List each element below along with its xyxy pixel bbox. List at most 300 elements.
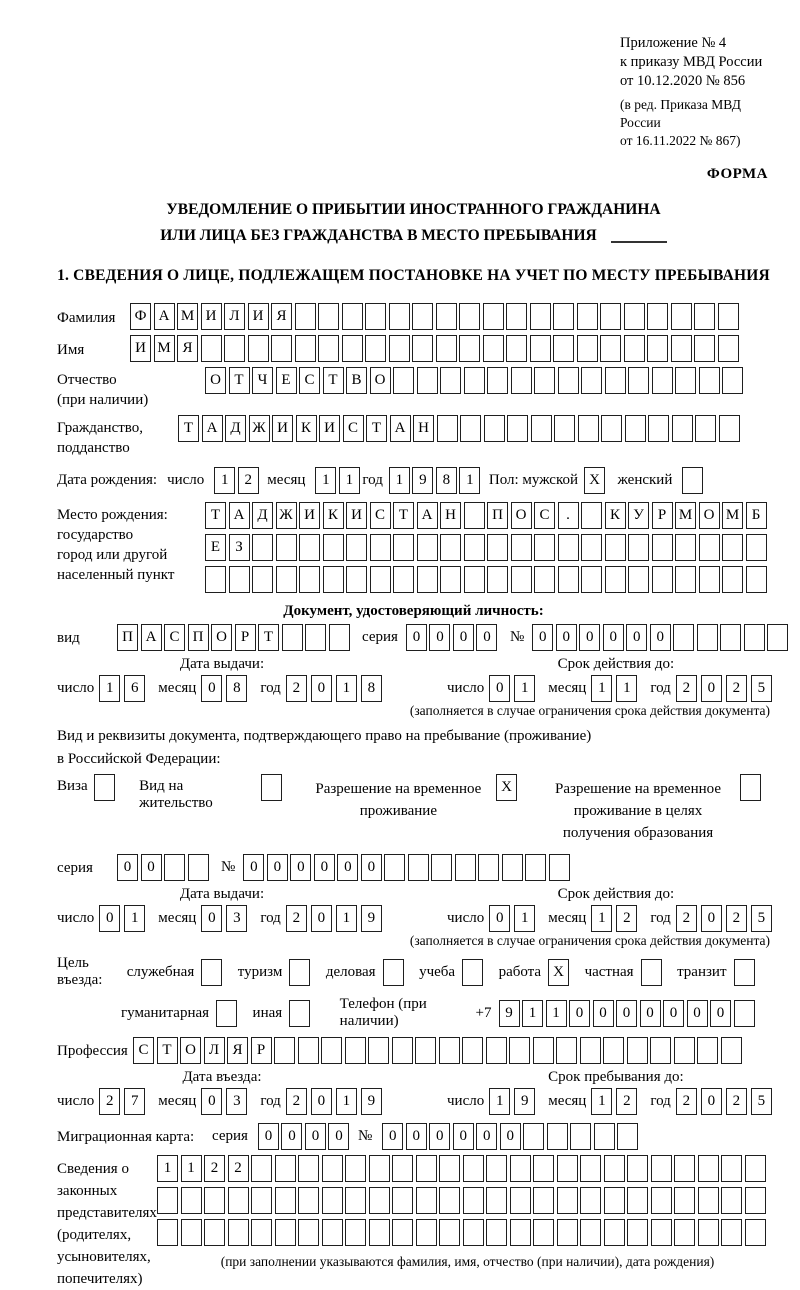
char-cell[interactable]: М <box>154 335 175 362</box>
char-cell[interactable]: П <box>487 502 508 529</box>
char-cell[interactable] <box>698 1155 719 1182</box>
char-cell[interactable]: М <box>722 502 743 529</box>
char-cell[interactable]: О <box>511 502 532 529</box>
char-cell[interactable] <box>323 566 344 593</box>
char-cell[interactable] <box>577 335 598 362</box>
char-cell[interactable]: 2 <box>676 1088 697 1115</box>
char-cell[interactable]: 0 <box>117 854 138 881</box>
char-cell[interactable]: 9 <box>361 1088 382 1115</box>
char-cell[interactable]: X <box>496 774 517 801</box>
char-cell[interactable] <box>345 1155 366 1182</box>
char-cell[interactable]: А <box>417 502 438 529</box>
char-cell[interactable] <box>600 335 621 362</box>
char-cell[interactable] <box>533 1037 554 1064</box>
char-cell[interactable] <box>460 415 481 442</box>
char-cell[interactable] <box>558 534 579 561</box>
char-cell[interactable]: 1 <box>514 905 535 932</box>
char-cell[interactable] <box>720 624 741 651</box>
char-cell[interactable] <box>298 1155 319 1182</box>
char-cell[interactable] <box>534 367 555 394</box>
char-cell[interactable] <box>627 1187 648 1214</box>
char-cell[interactable] <box>624 303 645 330</box>
char-cell[interactable]: Т <box>229 367 250 394</box>
char-cell[interactable]: 5 <box>751 675 772 702</box>
char-cell[interactable] <box>464 534 485 561</box>
char-cell[interactable] <box>604 1155 625 1182</box>
char-cell[interactable]: 1 <box>514 675 535 702</box>
char-cell[interactable] <box>581 534 602 561</box>
char-cell[interactable] <box>323 534 344 561</box>
char-cell[interactable] <box>275 1219 296 1246</box>
char-cell[interactable]: 0 <box>311 675 332 702</box>
char-cell[interactable] <box>675 367 696 394</box>
char-cell[interactable]: 0 <box>453 1123 474 1150</box>
char-cell[interactable] <box>697 1037 718 1064</box>
char-cell[interactable] <box>671 303 692 330</box>
char-cell[interactable]: 3 <box>226 905 247 932</box>
char-cell[interactable] <box>651 1187 672 1214</box>
char-cell[interactable] <box>439 1155 460 1182</box>
char-cell[interactable]: 0 <box>532 624 553 651</box>
char-cell[interactable] <box>416 1219 437 1246</box>
char-cell[interactable] <box>648 415 669 442</box>
char-cell[interactable]: 0 <box>361 854 382 881</box>
char-cell[interactable] <box>511 367 532 394</box>
char-cell[interactable]: 0 <box>429 624 450 651</box>
char-cell[interactable]: 0 <box>201 675 222 702</box>
char-cell[interactable]: П <box>188 624 209 651</box>
char-cell[interactable] <box>672 415 693 442</box>
char-cell[interactable] <box>440 367 461 394</box>
char-cell[interactable]: С <box>343 415 364 442</box>
char-cell[interactable] <box>487 367 508 394</box>
char-cell[interactable]: 1 <box>315 467 336 494</box>
char-cell[interactable] <box>486 1187 507 1214</box>
char-cell[interactable] <box>416 1187 437 1214</box>
char-cell[interactable]: Л <box>224 303 245 330</box>
char-cell[interactable] <box>605 566 626 593</box>
char-cell[interactable]: 1 <box>459 467 480 494</box>
char-cell[interactable] <box>436 303 457 330</box>
char-cell[interactable] <box>533 1219 554 1246</box>
char-cell[interactable]: 0 <box>489 905 510 932</box>
char-cell[interactable]: 5 <box>751 1088 772 1115</box>
char-cell[interactable]: У <box>628 502 649 529</box>
char-cell[interactable]: 0 <box>476 624 497 651</box>
char-cell[interactable] <box>695 415 716 442</box>
char-cell[interactable]: Р <box>251 1037 272 1064</box>
char-cell[interactable] <box>276 566 297 593</box>
char-cell[interactable]: Ч <box>252 367 273 394</box>
char-cell[interactable]: 9 <box>412 467 433 494</box>
char-cell[interactable]: 2 <box>726 905 747 932</box>
char-cell[interactable]: 0 <box>687 1000 708 1027</box>
char-cell[interactable] <box>229 566 250 593</box>
char-cell[interactable]: 2 <box>286 675 307 702</box>
char-cell[interactable] <box>369 1219 390 1246</box>
char-cell[interactable] <box>506 303 527 330</box>
char-cell[interactable]: Я <box>227 1037 248 1064</box>
char-cell[interactable]: 9 <box>361 905 382 932</box>
char-cell[interactable]: В <box>346 367 367 394</box>
char-cell[interactable]: 1 <box>489 1088 510 1115</box>
char-cell[interactable] <box>392 1187 413 1214</box>
char-cell[interactable] <box>440 566 461 593</box>
char-cell[interactable] <box>718 335 739 362</box>
char-cell[interactable] <box>393 367 414 394</box>
char-cell[interactable]: Л <box>204 1037 225 1064</box>
char-cell[interactable]: 0 <box>201 905 222 932</box>
char-cell[interactable] <box>511 534 532 561</box>
char-cell[interactable]: 1 <box>591 675 612 702</box>
char-cell[interactable]: Б <box>746 502 767 529</box>
char-cell[interactable] <box>412 303 433 330</box>
char-cell[interactable]: Ф <box>130 303 151 330</box>
char-cell[interactable] <box>463 1155 484 1182</box>
char-cell[interactable] <box>275 1187 296 1214</box>
char-cell[interactable] <box>393 566 414 593</box>
char-cell[interactable]: 1 <box>336 675 357 702</box>
char-cell[interactable] <box>745 1219 766 1246</box>
char-cell[interactable] <box>722 367 743 394</box>
char-cell[interactable] <box>605 367 626 394</box>
char-cell[interactable] <box>698 1187 719 1214</box>
char-cell[interactable] <box>744 624 765 651</box>
char-cell[interactable] <box>201 335 222 362</box>
char-cell[interactable] <box>486 1219 507 1246</box>
char-cell[interactable] <box>464 502 485 529</box>
char-cell[interactable] <box>627 1037 648 1064</box>
char-cell[interactable] <box>533 1155 554 1182</box>
char-cell[interactable]: 8 <box>361 675 382 702</box>
char-cell[interactable] <box>699 367 720 394</box>
char-cell[interactable]: Д <box>252 502 273 529</box>
char-cell[interactable]: 0 <box>453 624 474 651</box>
char-cell[interactable] <box>318 303 339 330</box>
char-cell[interactable] <box>719 415 740 442</box>
char-cell[interactable] <box>342 303 363 330</box>
char-cell[interactable] <box>694 303 715 330</box>
char-cell[interactable] <box>204 1219 225 1246</box>
char-cell[interactable] <box>94 774 115 801</box>
char-cell[interactable] <box>439 1219 460 1246</box>
char-cell[interactable] <box>282 624 303 651</box>
char-cell[interactable] <box>553 335 574 362</box>
char-cell[interactable] <box>699 566 720 593</box>
char-cell[interactable]: 8 <box>436 467 457 494</box>
char-cell[interactable] <box>368 1037 389 1064</box>
char-cell[interactable]: Я <box>177 335 198 362</box>
char-cell[interactable]: Т <box>178 415 199 442</box>
char-cell[interactable] <box>510 1155 531 1182</box>
char-cell[interactable]: 0 <box>406 1123 427 1150</box>
char-cell[interactable] <box>417 367 438 394</box>
char-cell[interactable] <box>216 1000 237 1027</box>
char-cell[interactable] <box>641 959 662 986</box>
char-cell[interactable] <box>721 1037 742 1064</box>
char-cell[interactable] <box>674 1037 695 1064</box>
char-cell[interactable]: 1 <box>616 675 637 702</box>
char-cell[interactable]: 1 <box>181 1155 202 1182</box>
char-cell[interactable] <box>201 959 222 986</box>
char-cell[interactable] <box>464 566 485 593</box>
char-cell[interactable]: Т <box>366 415 387 442</box>
char-cell[interactable] <box>298 1187 319 1214</box>
char-cell[interactable] <box>651 1155 672 1182</box>
char-cell[interactable] <box>604 1187 625 1214</box>
char-cell[interactable]: С <box>370 502 391 529</box>
char-cell[interactable] <box>275 1155 296 1182</box>
char-cell[interactable] <box>389 335 410 362</box>
char-cell[interactable] <box>181 1187 202 1214</box>
char-cell[interactable] <box>570 1123 591 1150</box>
char-cell[interactable] <box>603 1037 624 1064</box>
char-cell[interactable]: 1 <box>522 1000 543 1027</box>
char-cell[interactable] <box>557 1219 578 1246</box>
char-cell[interactable]: 1 <box>124 905 145 932</box>
char-cell[interactable] <box>578 415 599 442</box>
char-cell[interactable]: Н <box>413 415 434 442</box>
char-cell[interactable]: 1 <box>389 467 410 494</box>
char-cell[interactable]: 0 <box>141 854 162 881</box>
char-cell[interactable] <box>617 1123 638 1150</box>
char-cell[interactable] <box>530 303 551 330</box>
char-cell[interactable] <box>329 624 350 651</box>
char-cell[interactable]: 0 <box>556 624 577 651</box>
char-cell[interactable] <box>627 1155 648 1182</box>
char-cell[interactable]: 2 <box>726 675 747 702</box>
char-cell[interactable] <box>392 1037 413 1064</box>
char-cell[interactable] <box>408 854 429 881</box>
char-cell[interactable] <box>581 566 602 593</box>
char-cell[interactable] <box>305 624 326 651</box>
char-cell[interactable] <box>647 335 668 362</box>
char-cell[interactable] <box>674 1155 695 1182</box>
char-cell[interactable]: И <box>201 303 222 330</box>
char-cell[interactable] <box>346 534 367 561</box>
char-cell[interactable] <box>745 1187 766 1214</box>
char-cell[interactable] <box>628 367 649 394</box>
char-cell[interactable] <box>464 367 485 394</box>
char-cell[interactable] <box>604 1219 625 1246</box>
char-cell[interactable] <box>502 854 523 881</box>
char-cell[interactable]: С <box>299 367 320 394</box>
char-cell[interactable] <box>416 1155 437 1182</box>
char-cell[interactable]: 0 <box>603 624 624 651</box>
char-cell[interactable] <box>553 303 574 330</box>
char-cell[interactable]: 0 <box>701 905 722 932</box>
char-cell[interactable] <box>321 1037 342 1064</box>
char-cell[interactable]: П <box>117 624 138 651</box>
char-cell[interactable]: 0 <box>406 624 427 651</box>
char-cell[interactable]: 0 <box>579 624 600 651</box>
char-cell[interactable]: 0 <box>382 1123 403 1150</box>
char-cell[interactable]: 0 <box>640 1000 661 1027</box>
char-cell[interactable] <box>392 1155 413 1182</box>
char-cell[interactable] <box>557 1155 578 1182</box>
char-cell[interactable]: Т <box>258 624 279 651</box>
char-cell[interactable]: 2 <box>286 905 307 932</box>
char-cell[interactable] <box>345 1187 366 1214</box>
char-cell[interactable]: 0 <box>476 1123 497 1150</box>
char-cell[interactable] <box>580 1037 601 1064</box>
char-cell[interactable] <box>534 566 555 593</box>
char-cell[interactable] <box>647 303 668 330</box>
char-cell[interactable]: 0 <box>201 1088 222 1115</box>
char-cell[interactable] <box>322 1187 343 1214</box>
char-cell[interactable]: 0 <box>710 1000 731 1027</box>
char-cell[interactable]: 2 <box>616 1088 637 1115</box>
char-cell[interactable] <box>652 534 673 561</box>
char-cell[interactable] <box>384 854 405 881</box>
char-cell[interactable]: 0 <box>429 1123 450 1150</box>
char-cell[interactable]: С <box>534 502 555 529</box>
char-cell[interactable] <box>721 1219 742 1246</box>
char-cell[interactable]: 2 <box>204 1155 225 1182</box>
char-cell[interactable] <box>650 1037 671 1064</box>
char-cell[interactable] <box>271 335 292 362</box>
char-cell[interactable] <box>251 1219 272 1246</box>
char-cell[interactable] <box>224 335 245 362</box>
char-cell[interactable]: Ж <box>249 415 270 442</box>
char-cell[interactable] <box>682 467 703 494</box>
char-cell[interactable]: X <box>548 959 569 986</box>
char-cell[interactable] <box>299 566 320 593</box>
char-cell[interactable]: 0 <box>281 1123 302 1150</box>
char-cell[interactable] <box>652 367 673 394</box>
char-cell[interactable] <box>248 335 269 362</box>
char-cell[interactable] <box>459 335 480 362</box>
char-cell[interactable] <box>530 335 551 362</box>
char-cell[interactable] <box>440 534 461 561</box>
char-cell[interactable]: 9 <box>499 1000 520 1027</box>
char-cell[interactable]: И <box>346 502 367 529</box>
char-cell[interactable]: О <box>211 624 232 651</box>
char-cell[interactable] <box>600 303 621 330</box>
char-cell[interactable]: И <box>319 415 340 442</box>
char-cell[interactable]: 1 <box>157 1155 178 1182</box>
char-cell[interactable] <box>651 1219 672 1246</box>
char-cell[interactable] <box>628 566 649 593</box>
char-cell[interactable] <box>463 1219 484 1246</box>
char-cell[interactable] <box>722 566 743 593</box>
char-cell[interactable]: 2 <box>616 905 637 932</box>
char-cell[interactable] <box>188 854 209 881</box>
char-cell[interactable] <box>673 624 694 651</box>
char-cell[interactable] <box>261 774 282 801</box>
char-cell[interactable] <box>556 1037 577 1064</box>
char-cell[interactable] <box>534 534 555 561</box>
char-cell[interactable]: 2 <box>286 1088 307 1115</box>
char-cell[interactable]: Р <box>652 502 673 529</box>
char-cell[interactable]: 2 <box>726 1088 747 1115</box>
char-cell[interactable]: 0 <box>311 905 332 932</box>
char-cell[interactable] <box>346 566 367 593</box>
char-cell[interactable] <box>558 367 579 394</box>
char-cell[interactable]: 1 <box>546 1000 567 1027</box>
char-cell[interactable] <box>694 335 715 362</box>
char-cell[interactable]: 5 <box>751 905 772 932</box>
char-cell[interactable] <box>251 1187 272 1214</box>
char-cell[interactable] <box>251 1155 272 1182</box>
char-cell[interactable]: С <box>164 624 185 651</box>
char-cell[interactable]: 0 <box>701 1088 722 1115</box>
char-cell[interactable] <box>415 1037 436 1064</box>
char-cell[interactable] <box>417 534 438 561</box>
char-cell[interactable]: А <box>229 502 250 529</box>
char-cell[interactable] <box>767 624 788 651</box>
char-cell[interactable]: К <box>296 415 317 442</box>
char-cell[interactable] <box>577 303 598 330</box>
char-cell[interactable]: О <box>180 1037 201 1064</box>
char-cell[interactable]: 0 <box>290 854 311 881</box>
char-cell[interactable] <box>298 1219 319 1246</box>
char-cell[interactable] <box>252 566 273 593</box>
char-cell[interactable]: М <box>177 303 198 330</box>
char-cell[interactable]: Е <box>205 534 226 561</box>
char-cell[interactable] <box>478 854 499 881</box>
char-cell[interactable]: О <box>699 502 720 529</box>
char-cell[interactable] <box>554 415 575 442</box>
char-cell[interactable]: 2 <box>238 467 259 494</box>
char-cell[interactable] <box>276 534 297 561</box>
char-cell[interactable]: 0 <box>99 905 120 932</box>
char-cell[interactable]: 0 <box>650 624 671 651</box>
char-cell[interactable] <box>431 854 452 881</box>
char-cell[interactable]: Т <box>323 367 344 394</box>
char-cell[interactable] <box>322 1219 343 1246</box>
char-cell[interactable] <box>624 335 645 362</box>
char-cell[interactable] <box>157 1187 178 1214</box>
char-cell[interactable] <box>455 854 476 881</box>
char-cell[interactable] <box>581 502 602 529</box>
char-cell[interactable] <box>580 1155 601 1182</box>
char-cell[interactable] <box>298 1037 319 1064</box>
char-cell[interactable] <box>699 534 720 561</box>
char-cell[interactable]: 2 <box>676 675 697 702</box>
char-cell[interactable] <box>393 534 414 561</box>
char-cell[interactable] <box>228 1187 249 1214</box>
char-cell[interactable] <box>289 959 310 986</box>
char-cell[interactable] <box>487 566 508 593</box>
char-cell[interactable] <box>601 415 622 442</box>
char-cell[interactable] <box>675 566 696 593</box>
char-cell[interactable]: 0 <box>626 624 647 651</box>
char-cell[interactable] <box>436 335 457 362</box>
char-cell[interactable]: 2 <box>676 905 697 932</box>
char-cell[interactable] <box>594 1123 615 1150</box>
char-cell[interactable]: Т <box>393 502 414 529</box>
char-cell[interactable]: 3 <box>226 1088 247 1115</box>
char-cell[interactable] <box>580 1219 601 1246</box>
char-cell[interactable] <box>157 1219 178 1246</box>
char-cell[interactable]: 0 <box>258 1123 279 1150</box>
char-cell[interactable]: 1 <box>99 675 120 702</box>
char-cell[interactable]: И <box>299 502 320 529</box>
char-cell[interactable] <box>558 566 579 593</box>
char-cell[interactable]: 0 <box>305 1123 326 1150</box>
char-cell[interactable]: 0 <box>243 854 264 881</box>
char-cell[interactable] <box>462 959 483 986</box>
char-cell[interactable]: 1 <box>339 467 360 494</box>
char-cell[interactable] <box>509 1037 530 1064</box>
char-cell[interactable] <box>483 335 504 362</box>
char-cell[interactable] <box>181 1219 202 1246</box>
char-cell[interactable] <box>746 566 767 593</box>
char-cell[interactable] <box>625 415 646 442</box>
char-cell[interactable] <box>322 1155 343 1182</box>
char-cell[interactable] <box>417 566 438 593</box>
